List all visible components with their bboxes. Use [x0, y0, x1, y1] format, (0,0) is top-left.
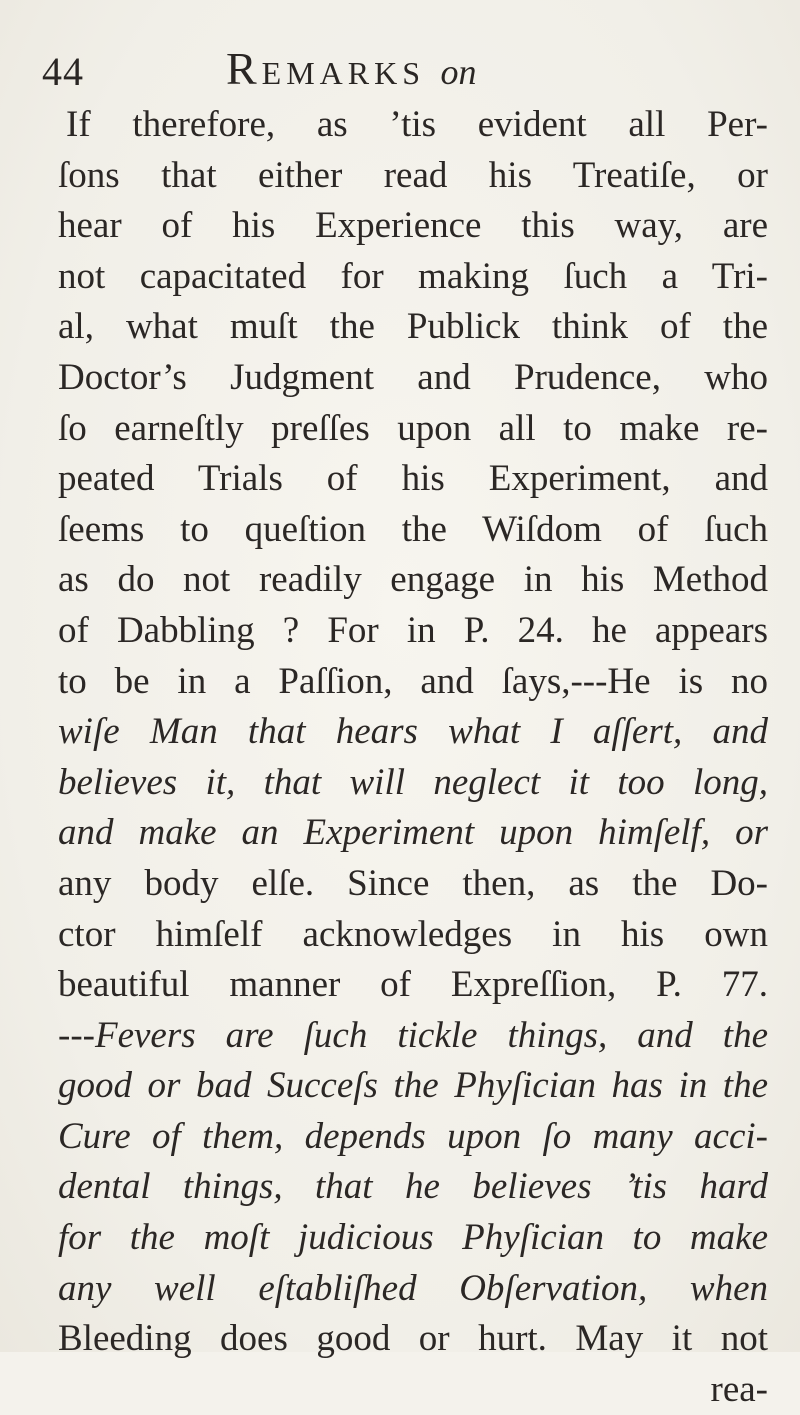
quoted-text: dental things, that he believes ’tis hard [58, 1166, 768, 1208]
catchword: rea- [710, 1368, 768, 1410]
text-line: If therefore, as ’tis evident all Per- [66, 104, 768, 145]
text-line: beautiful manner of Expreſſion, P. 77. [58, 964, 768, 1006]
text-line [58, 1213, 768, 1264]
quoted-text: Cure of them, depends upon ſo many acci- [58, 1115, 768, 1157]
text-line: ſo earneſtly preſſes upon all to make re- [58, 407, 768, 449]
text-line [58, 707, 768, 758]
text-line: to be in a Paſſion, and ſays,---He is no [58, 660, 768, 702]
text-line: ſeems to queſtion the Wiſdom of ſuch [58, 508, 768, 550]
page-number: 44 [42, 49, 84, 94]
text-line [58, 1112, 768, 1163]
body-text [58, 100, 768, 1415]
quoted-text: any well eſtabliſhed Obſervation, when [58, 1267, 768, 1309]
text-line [58, 808, 768, 859]
quoted-text: ---Fevers are ſuch tickle things, and the [58, 1014, 768, 1056]
text-line: hear of his Experience this way, are [58, 205, 768, 247]
text-line: Doctor’s Judgment and Prudence, who [58, 356, 768, 398]
text-line: as do not readily engage in his Method [58, 559, 768, 601]
text-line: al, what muſt the Publick think of the [58, 306, 768, 348]
page-header [42, 42, 762, 98]
text-line: any body elſe. Since then, as the Do- [58, 862, 768, 904]
running-head-title: Remarks [226, 43, 426, 94]
quoted-text: believes it, that will neglect it too long, [58, 761, 768, 803]
text-line [58, 1011, 768, 1062]
text-line [58, 1061, 768, 1112]
running-head [226, 42, 477, 95]
text-line: peated Trials of his Experiment, and [58, 458, 768, 500]
text-line [58, 1264, 768, 1315]
text-line: ſons that either read his Treatiſe, or [58, 154, 768, 196]
text-line [58, 758, 768, 809]
text-line: not capacitated for making ſuch a Tri- [58, 255, 768, 297]
running-head-italic: on [440, 52, 477, 92]
text-line: ctor himſelf acknowledges in his own [58, 913, 768, 955]
quoted-text: wiſe Man that hears what I aſſert, and [58, 711, 768, 753]
text-line: Bleeding does good or hurt. May it not [58, 1318, 768, 1360]
text-line [58, 1162, 768, 1213]
quoted-text: good or bad Succeſs the Phyſician has in the [58, 1065, 768, 1107]
quoted-text: and make an Experiment upon himſelf, or [58, 812, 768, 854]
text-line: of Dabbling ? For in P. 24. he appears [58, 609, 768, 651]
quoted-text: for the moſt judicious Phyſician to make [58, 1217, 768, 1259]
